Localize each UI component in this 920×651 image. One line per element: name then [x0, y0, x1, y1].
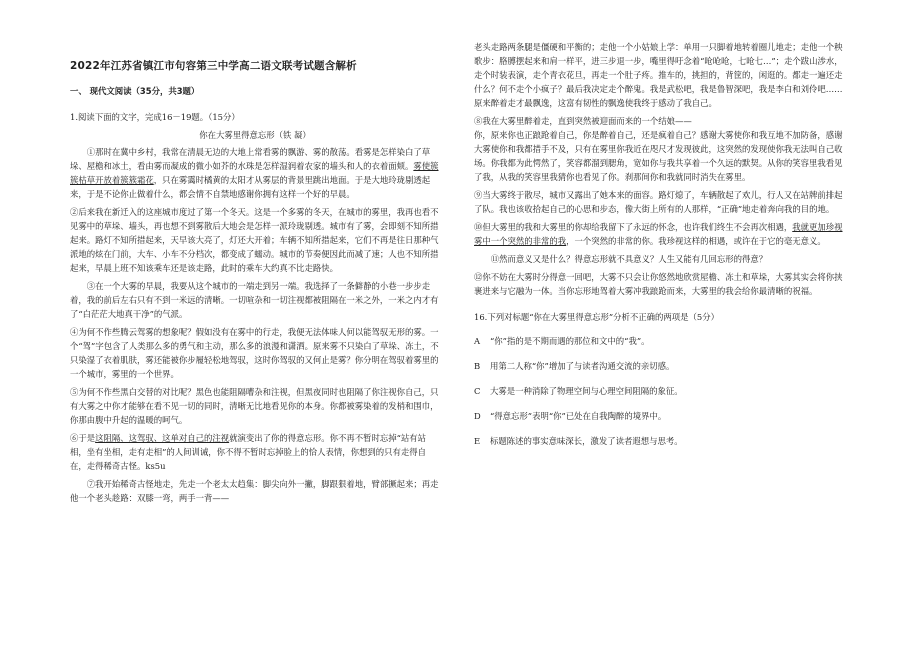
paragraph-12: ⑫你不妨在大雾时分得意一回吧，大雾不只会让你悠然地欣赏屋檐、冻土和草垛，大雾其实会将你挟裹进来与它融为一体。当你忘形地驾着大雾冲我踉跄而来，大雾里的我会给你最清晰的祝福。 — [474, 272, 843, 296]
paragraph-8-body: 你，原来你也正踉跄着自己，你是醉着自己，还是疯着自己？感谢大雾使你和我互地不加防备，感谢大雾使你和我都措手不及，只有在雾里你我近在咫尺才发现彼此，这突然的发现使你我无法叫自己收场。你我都为此愕然了，笑容都溜到腮角，宽如你与我共享着一个久远的默契。从你的笑容里我看见了我，从我的笑容里我猜你也看见了你。刹那间你和我就同时消失在雾里。 — [474, 130, 843, 182]
left-column — [70, 110, 440, 509]
paragraph-4: ④为何不作些腾云驾雾的想象呢？假如没有在雾中的行走，我便无法体味人何以能驾驭无形的雾。一个“驾”字包含了人类那么多的勇气和主动，那么多的浪漫和潇洒。原来雾不只染白了草垛、冻土，不只染湿了衣着肌肤，雾还能被你步履轻松地驾驭，这时你驾驭的又何止是雾？你分明在驾驭着雾里的一个城市，雾里的一个世界。 — [70, 327, 439, 379]
paragraph-6: ⑥于是这阻隔、这驾驭、这单对自己的注视就演变出了你的得意忘形。你不再不暂时忘掉“站有站相，坐有坐相，走有走相”的人间训诫，你不得不暂时忘掉脸上的恰人表情，你想到的只有走得自在，走得稀奇古怪。ks5u — [70, 433, 427, 471]
paragraph-7: ⑦我开始稀奇古怪地走，先走一个老太太趋集：脚尖向外一撇，脚跟狠着地，臂部撅起来；再走他一个老头趁路：双膝一弯，两手一背—— — [70, 479, 439, 503]
paragraph-5: ⑤为何不作些黑白交替的对比呢？黑色也能阻隔嘈杂和注视，但黑夜同时也阻隔了你注视你自己，只有大雾之中你才能够在看不见一切的同时，清晰无比地看见你的本身。你都被雾染着的发梢和围巾，你那由腹中升起的温暖的呵气。 — [70, 387, 439, 425]
option-a: A “你”指的是不期而遇的那位和文中的“我”。 — [474, 336, 650, 346]
paragraph-1: ①那时在冀中乡村，我常在清晨无边的大地上常看雾的飘游、雾的散荡。看雾是怎样染白了草垛、屋檐和冰土，看由雾而凝成的微小如芥的水珠是怎样湿润着农家的墙头和人的衣着面颊。雾使簇簇枯草开放着簇簇霜花，只在雾霭时橘黄的太阳才从雾层的背景里跳出地面。于是大地玲珑剔透起来，于是不论你止做着什么，都会情不自禁地感谢你拥有这样一个好的早晨。 — [70, 147, 439, 199]
paragraph-2: ②后来我在新迁入的这座城市度过了第一个冬天。这是一个多雾的冬天，在城市的雾里，我再也看不见雾中的草垛、墙头，再也想不到雾散后大地会是怎样一派玲珑剔透。城市有了雾，会即刻不知所措起来。路灯不知所措起来，天早该大亮了，灯还大开着；车辆不知所措起来，它们不再是往日那种气派地的炫在门前，大车、小车不分档次，都变成了蠕动。城市的节奏便因此而减了速；人也不知所措起来，早晨上班不知该乘车还是该走路，此时的乘车大约真不比走路快。 — [70, 207, 439, 273]
underlined-sentence: 雾使簇簇枯草开放着簇簇霜花 — [70, 161, 439, 185]
question-intro: 1.阅读下面的文字，完成16－19题。（15分） — [70, 112, 240, 122]
paragraph-7-continued: 老头走路两条腿是僵硬和平衡的；走他一个小姑娘上学：单用一只脚着地转着圈儿地走；走他一个秧歌步：胳膊摆起来和肩一样平，进三步退一步，嘴里得吁念着“呛呛呛，七呛七…”；走个跋山涉水，走个时装表演，走个青衣花旦，再走一个肚子疼。推车的，挑担的，背筐的，闲逛的。都走一遍还走什么？何不走个小疯子？最后我决定走个醉鬼。我是武松吧，我是鲁智深吧，我是李白和刘伶吧……原来醉着走才最飘逸，这富有韧性的飘逸使我终于感动了我自己。 — [474, 42, 843, 108]
question-16: 16.下列对标题“你在大雾里得意忘形”分析不正确的两项是（5分） — [474, 312, 719, 322]
option-c: C 大雾是一种消除了物理空间与心理空间阻隔的象征。 — [474, 386, 683, 396]
section-heading: 一、 现代文阅读（35分，共3题） — [70, 86, 200, 96]
paragraph-10: ⑩但大雾里的我和大雾里的你却给我留下了永远的怀念，也许我们终生不会再次相遇，我就更加珍视雾中一个突然的非常的我，一个突然的非常的你。我珍视这样的相遇，或许在于它的毫无意义。 — [474, 222, 843, 246]
option-b: B 用第二人称“你”增加了与读者沟通交流的亲切感。 — [474, 361, 675, 371]
paragraph-8: ⑧我在大雾里醉着走，直到突然被迎面而来的一个结娘—— — [474, 116, 692, 126]
right-column — [474, 40, 846, 459]
option-e: E 标题陈述的事实意味深长，激发了读者遐想与思考。 — [474, 436, 683, 446]
paragraph-9: ⑨当大雾终于散尽，城市又露出了她本来的面容。路灯熄了，车辆散起了欢儿，行人又在站牌前排起了队。我也该收拾起自己的心思和步态，像大街上所有的人那样，“正确”地走着奔向我的目的地。 — [474, 190, 843, 214]
document-title: 2022年江苏省镇江市句容第三中学高二语文联考试题含解析 — [70, 60, 357, 72]
paragraph-3: ③在一个大雾的早晨，我要从这个城市的一端走到另一端。我选择了一条僻静的小巷一步步走着，我的前后左右只有不到一米远的清晰。一切喧杂和一切注视都被阻隔在一米之外，一米之内才有了“白茫茫大地真干净”的气派。 — [70, 281, 439, 319]
underlined-phrase: 这阻隔、这驾驭、这单对自己的注视 — [95, 433, 230, 443]
paragraph-11: ⑪然而意义又是什么？得意忘形就不具意义？人生又能有几回忘形的得意？ — [490, 254, 768, 264]
underlined-phrase: 我就更加珍视雾中一个突然的非常的我 — [474, 222, 843, 246]
option-d: D “得意忘形”表明“你”已处在自我陶醉的境界中。 — [474, 411, 667, 421]
article-title: 你在大雾里得意忘形（铁 凝） — [199, 130, 311, 140]
